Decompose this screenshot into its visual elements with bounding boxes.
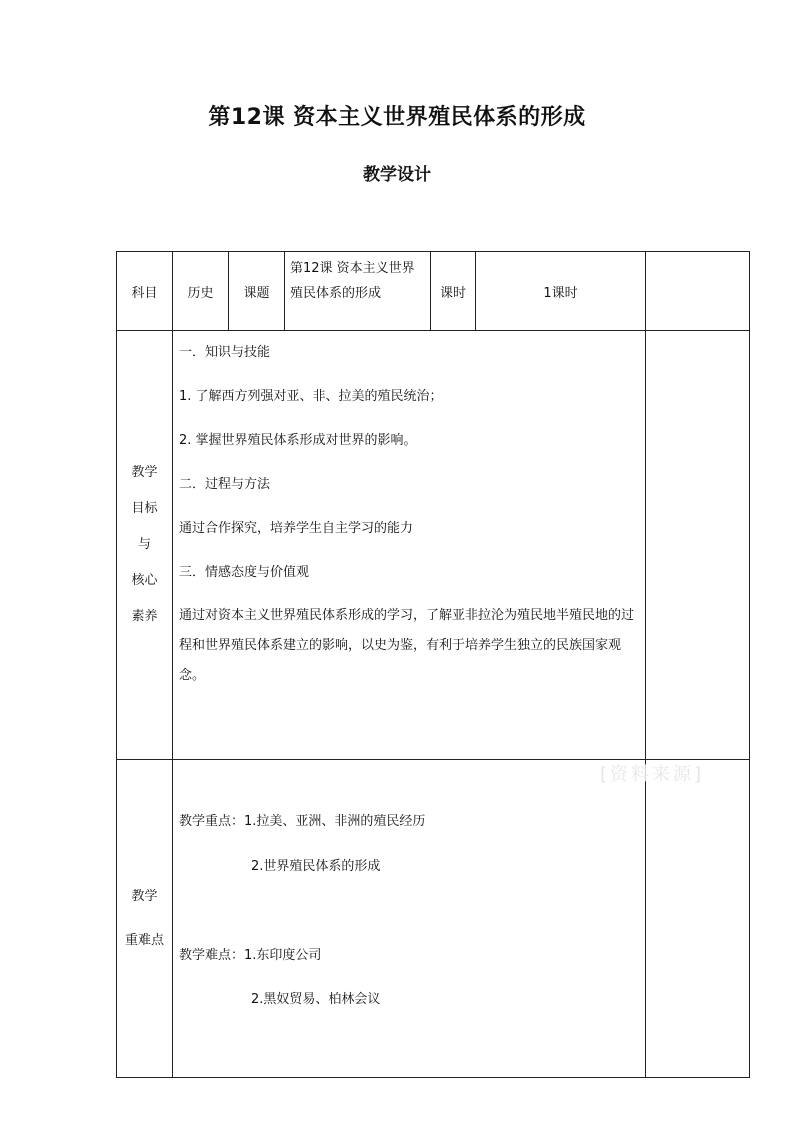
objectives-label: [117, 331, 173, 760]
key-points-label: [117, 760, 173, 1078]
focus-label: 教学重点：: [179, 814, 245, 829]
key-points-row: [117, 760, 750, 1078]
objectives-label-line: 教学: [131, 465, 158, 480]
hours-label: 课时: [431, 252, 476, 331]
key-points-empty-cell: [646, 760, 750, 1078]
key-points-label-line: 重难点: [124, 932, 164, 948]
key-points-content: [173, 760, 646, 1078]
header-empty-cell: [646, 252, 750, 331]
process-method-text: 通过合作探究，培养学生自主学习的能力: [179, 521, 414, 536]
watermark: [资料来源]: [600, 764, 705, 785]
difficulty-label: 教学难点：: [179, 948, 245, 963]
header-row: [117, 252, 750, 331]
objective-item-2: 2. 掌握世界殖民体系形成对世界的影响。: [179, 433, 417, 448]
difficulty-line-1: [179, 944, 641, 968]
knowledge-skills-heading: 一．知识与技能: [179, 345, 271, 360]
objectives-row: [117, 331, 750, 760]
lesson-label: 课题: [229, 252, 285, 331]
objectives-content: [173, 331, 646, 760]
objectives-label-line: 与: [137, 537, 151, 552]
difficulty-item-2: 2.黑奴贸易、柏林会议: [251, 992, 381, 1007]
subject-label: 科目: [117, 252, 173, 331]
document-title: 第12课 资本主义世界殖民体系的形成: [208, 105, 586, 130]
focus-item-2: 2.世界殖民体系的形成: [251, 859, 381, 874]
objectives-empty-cell: [646, 331, 750, 760]
focus-item-1: 1.拉美、亚洲、非洲的殖民经历: [244, 814, 426, 829]
difficulty-item-1: 1.东印度公司: [244, 948, 322, 963]
hours-value: 1课时: [476, 252, 646, 331]
process-method-heading: 二．过程与方法: [179, 477, 271, 492]
document-subtitle: 教学设计: [363, 165, 431, 185]
objective-item-1: 1. 了解西方列强对亚、非、拉美的殖民统治；: [179, 389, 443, 404]
objectives-label-line: 素养: [131, 609, 158, 624]
key-points-label-line: 教学: [131, 888, 158, 904]
lesson-value: 第12课 资本主义世界殖民体系的形成: [285, 252, 431, 331]
objectives-label-line: 核心: [131, 573, 158, 588]
focus-line-1: [179, 810, 641, 834]
attitude-values-heading: 三．情感态度与价值观: [179, 565, 310, 580]
lesson-plan-table: [116, 251, 750, 1078]
subject-value: 历史: [173, 252, 229, 331]
attitude-values-text: 通过对资本主义世界殖民体系形成的学习，了解亚非拉沦为殖民地半殖民地的过程和世界殖民体系建立的影响，以史为鉴，有利于培养学生独立的民族国家观念。: [179, 608, 635, 683]
objectives-label-line: 目标: [131, 501, 158, 516]
